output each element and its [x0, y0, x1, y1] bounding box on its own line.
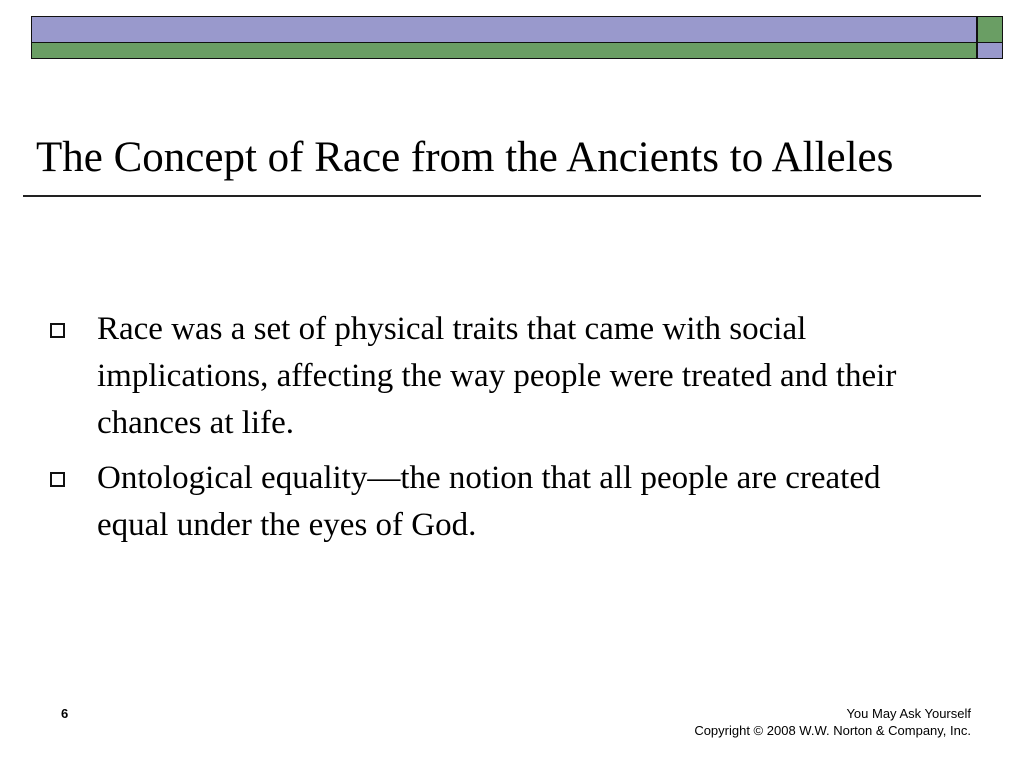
- footer-credits: [694, 705, 971, 739]
- header-corner-purple: [977, 43, 1003, 59]
- slide-title: The Concept of Race from the Ancients to Alleles: [36, 134, 894, 181]
- title-divider: [23, 195, 981, 197]
- footer-book-title: You May Ask Yourself: [846, 706, 971, 721]
- footer-copyright: Copyright © 2008 W.W. Norton & Company, Inc.: [694, 723, 971, 738]
- header-band-green: [31, 43, 977, 59]
- bullet-text: Race was a set of physical traits that came with social implications, affecting the way people were treated and their chances at life.: [97, 311, 897, 441]
- bullet-list: [50, 306, 950, 557]
- header-band-purple: [31, 16, 977, 43]
- bullet-text: Ontological equality—the notion that all people are created equal under the eyes of God.: [97, 460, 881, 543]
- hollow-square-bullet-icon: [50, 472, 65, 487]
- header-corner-green: [977, 16, 1003, 43]
- bullet-item: [50, 306, 950, 447]
- bullet-item: [50, 455, 950, 549]
- page-number: 6: [61, 706, 69, 721]
- hollow-square-bullet-icon: [50, 323, 65, 338]
